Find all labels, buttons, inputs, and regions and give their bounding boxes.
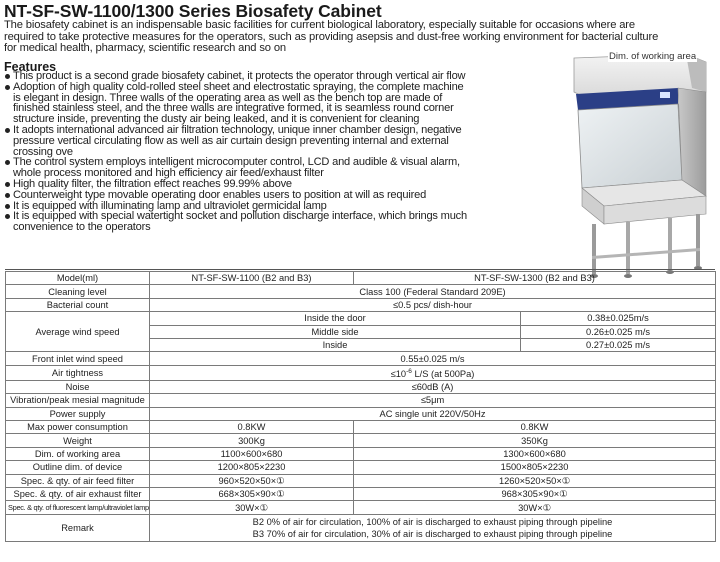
- table-row: [6, 407, 716, 420]
- remark-cell: [150, 514, 716, 541]
- table-row: [6, 285, 716, 298]
- feature-line: Counterweight type movable operating door enables users to position at will as required: [13, 188, 427, 201]
- table-row: [6, 365, 716, 380]
- feature-item: [4, 211, 564, 233]
- cell-value: Class 100 (Federal Standard 209E): [150, 285, 716, 298]
- row-label: Air tightness: [6, 365, 150, 380]
- feature-item: [4, 190, 564, 201]
- feature-line: crossing ove: [13, 145, 73, 158]
- cell-value-1300: 350Kg: [354, 434, 716, 447]
- sub-label: Inside: [150, 338, 521, 351]
- model-1300-header: NT-SF-SW-1300 (B2 and B3): [354, 272, 716, 285]
- cell-value: AC single unit 220V/50Hz: [150, 407, 716, 420]
- cell-value-1300: 1260×520×50×①: [354, 474, 716, 487]
- row-label: Model(ml): [6, 272, 150, 285]
- feature-line: It adopts international advanced air filtration technology, unique inner chamber design, negative: [13, 123, 462, 136]
- row-label: Outline dim. of device: [6, 461, 150, 474]
- feature-line: pressure vertical circulating flow as well as air curtain design preventing internal and external: [13, 134, 449, 147]
- feature-line: Adoption of high quality cold-rolled steel sheet and electrostatic spraying, the complete machine: [13, 80, 464, 93]
- cell-value-1100: 960×520×50×①: [150, 474, 354, 487]
- cell-value-1100: 0.8KW: [150, 421, 354, 434]
- row-label: Weight: [6, 434, 150, 447]
- cell-value-1100: 1100×600×680: [150, 447, 354, 460]
- table-row: [6, 352, 716, 365]
- row-label: Remark: [6, 514, 150, 541]
- remark-line: B2 0% of air for circulation, 100% of air is discharged to exhaust piping through pipeline: [252, 516, 613, 527]
- table-row: [6, 312, 716, 325]
- cell-value: 0.55±0.025 m/s: [150, 352, 716, 365]
- cell-value-1100: 1200×805×2230: [150, 461, 354, 474]
- feature-line: It is equipped with special watertight socket and pollution discharge interface, which brings much: [13, 210, 467, 223]
- row-label: Average wind speed: [6, 312, 150, 352]
- cell-value: ≤60dB (A): [150, 380, 716, 393]
- cell-value-1300: 0.8KW: [354, 421, 716, 434]
- row-label: Front inlet wind speed: [6, 352, 150, 365]
- cell-value-1100: 668×305×90×①: [150, 487, 354, 500]
- feature-line: This product is a second grade biosafety cabinet, it protects the operator through vertical air flow: [13, 70, 466, 82]
- feature-line: finished stainless steel, and the three walls are integrative formed, it is seamless round corner: [13, 102, 454, 115]
- feature-line: structure inside, preventing the dusty air being leaked, and it is convenient for cleaning: [13, 113, 420, 126]
- row-label: Cleaning level: [6, 285, 150, 298]
- cell-value: ≤0.5 pcs/ dish-hour: [150, 298, 716, 311]
- feature-item: [4, 82, 564, 125]
- feature-item: [4, 125, 564, 157]
- cell-value: 0.38±0.025m/s: [521, 312, 716, 325]
- tightness-suffix: L/S (at 500Pa): [411, 368, 475, 379]
- tightness-exponent: -6: [406, 367, 412, 375]
- table-row: [6, 487, 716, 500]
- cell-value: 0.26±0.025 m/s: [521, 325, 716, 338]
- feature-line: is elegant in design. Three walls of the operating area as well as the bench top are made of: [13, 91, 443, 104]
- specification-table: [5, 271, 716, 542]
- sub-label: Inside the door: [150, 312, 521, 325]
- cell-value-1100: 300Kg: [150, 434, 354, 447]
- table-row: [6, 474, 716, 487]
- table-row: [6, 421, 716, 434]
- cell-value-1300: 968×305×90×①: [354, 487, 716, 500]
- cell-value-1100: 30W×①: [150, 501, 354, 514]
- cell-value-1300: 30W×①: [354, 501, 716, 514]
- table-row: [6, 272, 716, 285]
- table-row: [6, 501, 716, 514]
- table-row: [6, 380, 716, 393]
- features-heading: Features: [4, 60, 57, 74]
- row-label: Bacterial count: [6, 298, 150, 311]
- row-label: Spec. & qty. of air exhaust filter: [6, 487, 150, 500]
- page-title: NT-SF-SW-1100/1300 Series Biosafety Cabinet: [4, 1, 382, 21]
- table-row: [6, 514, 716, 541]
- table-row: [6, 298, 716, 311]
- intro-line: for medical health, pharmacy, scientific research and so on: [4, 42, 286, 55]
- features-list: [4, 71, 564, 233]
- feature-line: High quality filter, the filtration effect reaches 99.99% above: [13, 177, 292, 190]
- row-label: Dim. of working area: [6, 447, 150, 460]
- intro-line: required to take protective measures for the operators, such as providing asepsis and dust-free working environment for bacterial culture: [4, 30, 659, 43]
- biosafety-cabinet-image: [556, 48, 720, 280]
- table-row: [6, 461, 716, 474]
- cell-value: ≤5μm: [150, 394, 716, 407]
- model-1100-header: NT-SF-SW-1100 (B2 and B3): [150, 272, 354, 285]
- dim-working-area-label: Dim. of working area: [609, 51, 697, 62]
- intro-line: The biosafety cabinet is an indispensable basic facilities for current biological laboratory, especially suitable for occasions where are: [4, 19, 635, 31]
- table-top-rule: [5, 269, 715, 270]
- row-label: Spec. & qty. of air feed filter: [6, 474, 150, 487]
- feature-line: whole process monitored and high efficiency air feed/exhaust filter: [13, 167, 324, 180]
- table-row: [6, 447, 716, 460]
- table-row: [6, 434, 716, 447]
- row-label: Vibration/peak mesial magnitude: [6, 394, 150, 407]
- cell-value: 0.27±0.025 m/s: [521, 338, 716, 351]
- row-label: Max power consumption: [6, 421, 150, 434]
- row-label: Noise: [6, 380, 150, 393]
- row-label: Spec. & qty. of fluorescent lamp/ultraviolet lamp: [6, 501, 150, 514]
- tightness-prefix: ≤10: [390, 368, 407, 379]
- table-row: [6, 394, 716, 407]
- feature-line: convenience to the operators: [13, 221, 151, 234]
- feature-item: [4, 157, 564, 179]
- remark-line: B3 70% of air for circulation, 30% of air is discharged to exhaust piping through pipeline: [252, 528, 613, 539]
- cell-value-1300: 1300×600×680: [354, 447, 716, 460]
- cell-value-1300: 1500×805×2230: [354, 461, 716, 474]
- row-label: Power supply: [6, 407, 150, 420]
- sub-label: Middle side: [150, 325, 521, 338]
- feature-line: It is equipped with illuminating lamp and ultraviolet germicidal lamp: [13, 199, 327, 212]
- feature-line: The control system employs intelligent microcomputer control, LCD and audible & visual alarm,: [13, 156, 460, 169]
- cell-value: [150, 365, 716, 380]
